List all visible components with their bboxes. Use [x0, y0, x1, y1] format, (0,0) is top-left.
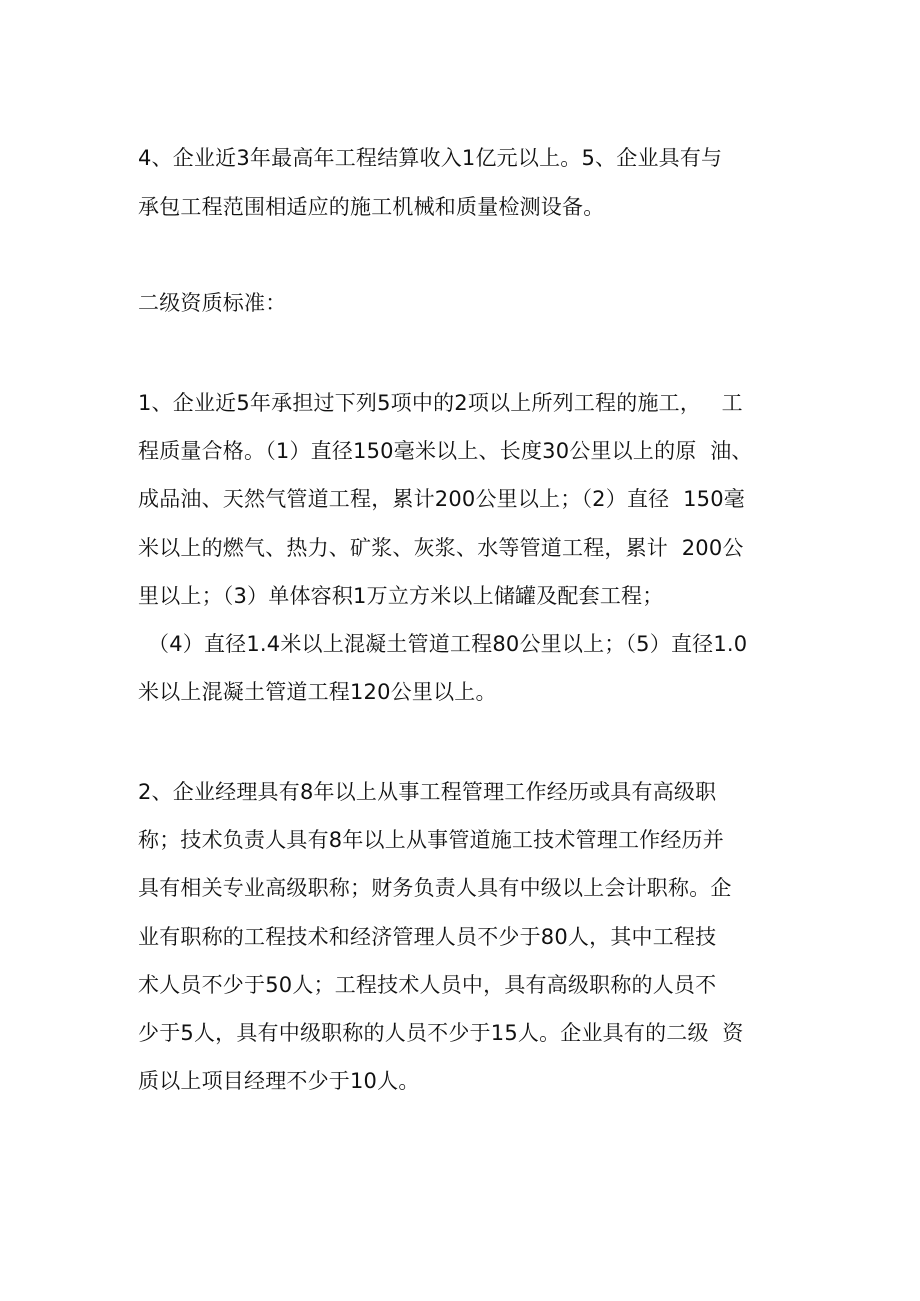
- paragraph-3-line-6: 少于5人，具有中级职称的人员不少于15人。企业具有的二级 资: [138, 1021, 744, 1045]
- paragraph-3-line-2: 称；技术负责人具有8年以上从事管道施工技术管理工作经历并: [138, 828, 724, 852]
- paragraph-1-line-2: 承包工程范围相适应的施工机械和质量检测设备。: [138, 195, 605, 219]
- paragraph-2-line-6: （4）直径1.4米以上混凝土管道工程80公里以上；（5）直径1.0: [148, 632, 748, 656]
- paragraph-3-line-1: 2、企业经理具有8年以上从事工程管理工作经历或具有高级职: [138, 780, 717, 804]
- section-heading: 二级资质标准：: [138, 291, 287, 315]
- paragraph-1-line-1: 4、企业近3年最高年工程结算收入1亿元以上。5、企业具有与: [138, 146, 723, 170]
- paragraph-3-line-7: 质以上项目经理不少于10人。: [138, 1069, 420, 1093]
- paragraph-2-line-7: 米以上混凝土管道工程120公里以上。: [138, 680, 497, 704]
- paragraph-3-line-3: 具有相关专业高级职称；财务负责人具有中级以上会计职称。企: [138, 876, 732, 900]
- paragraph-2-line-3: 成品油、天然气管道工程，累计200公里以上；（2）直径 150毫: [138, 487, 745, 511]
- paragraph-2-line-1: 1、企业近5年承担过下列5项中的2项以上所列工程的施工， 工: [138, 391, 743, 415]
- paragraph-3-line-4: 业有职称的工程技术和经济管理人员不少于80人，其中工程技: [138, 925, 717, 949]
- paragraph-2-line-2: 程质量合格。（1）直径150毫米以上、长度30公里以上的原 油、: [138, 439, 753, 463]
- paragraph-3-line-5: 术人员不少于50人；工程技术人员中，具有高级职称的人员不: [138, 973, 717, 997]
- paragraph-2-line-5: 里以上；（3）单体容积1万立方米以上储罐及配套工程；: [138, 584, 664, 608]
- paragraph-2-line-4: 米以上的燃气、热力、矿浆、灰浆、水等管道工程，累计 200公: [138, 536, 744, 560]
